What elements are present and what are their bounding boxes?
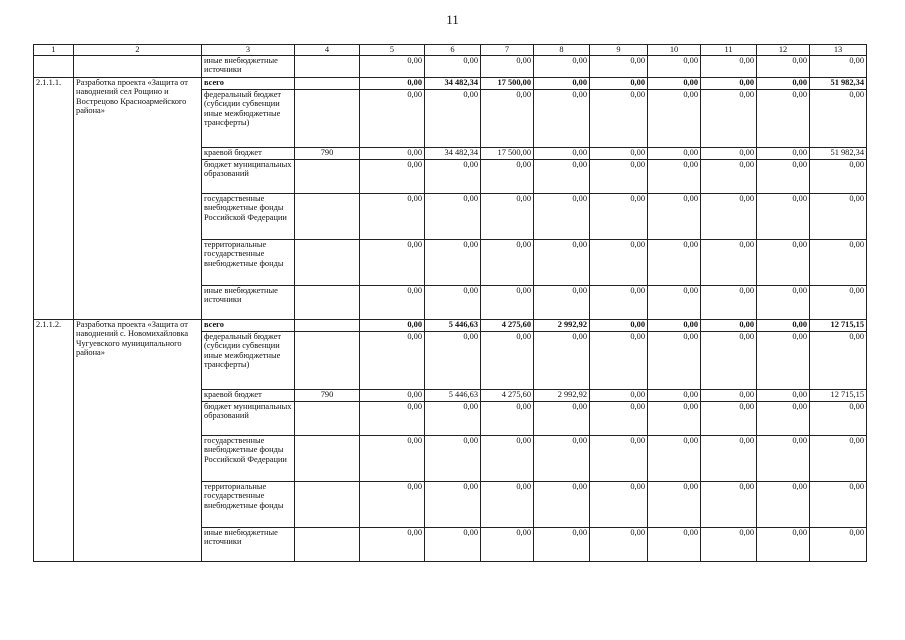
amount-cell: 0,00 (648, 55, 701, 77)
table-body (34, 45, 867, 562)
funding-source: государственные внебюджетные фонды Российской Федерации (202, 193, 295, 239)
amount-cell: 0,00 (648, 527, 701, 561)
kbk-code (295, 55, 360, 77)
column-number: 11 (701, 45, 757, 56)
amount-cell: 0,00 (648, 319, 701, 331)
amount-cell: 12 715,15 (810, 319, 867, 331)
amount-cell: 0,00 (425, 55, 481, 77)
amount-cell: 0,00 (648, 77, 701, 89)
amount-cell: 0,00 (757, 239, 810, 285)
kbk-code (295, 239, 360, 285)
amount-cell: 0,00 (701, 89, 757, 147)
amount-cell: 0,00 (648, 435, 701, 481)
column-number: 4 (295, 45, 360, 56)
amount-cell: 0,00 (534, 401, 590, 435)
empty-cell (34, 55, 74, 77)
column-number-row (34, 45, 867, 56)
amount-cell: 0,00 (810, 401, 867, 435)
kbk-code (295, 159, 360, 193)
funding-source: иные внебюджетные источники (202, 55, 295, 77)
project-code: 2.1.1.1. (34, 77, 74, 319)
amount-cell: 0,00 (425, 435, 481, 481)
kbk-code (295, 527, 360, 561)
kbk-code (295, 401, 360, 435)
amount-cell: 2 992,92 (534, 389, 590, 401)
amount-cell: 0,00 (757, 331, 810, 389)
kbk-code (295, 77, 360, 89)
page-number: 11 (446, 12, 459, 27)
amount-cell: 0,00 (701, 193, 757, 239)
amount-cell: 12 715,15 (810, 389, 867, 401)
amount-cell: 0,00 (648, 389, 701, 401)
funding-source: территориальные государственные внебюджетные фонды (202, 239, 295, 285)
amount-cell: 0,00 (590, 331, 648, 389)
column-number: 5 (360, 45, 425, 56)
amount-cell: 0,00 (360, 193, 425, 239)
amount-cell: 4 275,60 (481, 389, 534, 401)
amount-cell: 0,00 (425, 239, 481, 285)
amount-cell: 0,00 (481, 527, 534, 561)
column-number: 1 (34, 45, 74, 56)
amount-cell: 0,00 (360, 331, 425, 389)
kbk-code (295, 435, 360, 481)
amount-cell: 0,00 (757, 435, 810, 481)
amount-cell: 0,00 (590, 435, 648, 481)
funding-source: краевой бюджет (202, 389, 295, 401)
project-name: Разработка проекта «Защита от наводнений сел Рощино и Вострецово Красноармейского района» (74, 77, 202, 319)
amount-cell: 0,00 (757, 89, 810, 147)
project-total-row (34, 319, 867, 331)
amount-cell: 0,00 (757, 401, 810, 435)
funding-source: территориальные государственные внебюджетные фонды (202, 481, 295, 527)
amount-cell: 0,00 (648, 193, 701, 239)
amount-cell: 0,00 (590, 55, 648, 77)
amount-cell: 0,00 (701, 331, 757, 389)
amount-cell: 0,00 (810, 285, 867, 319)
amount-cell: 0,00 (757, 389, 810, 401)
project-code: 2.1.1.2. (34, 319, 74, 561)
amount-cell: 0,00 (757, 77, 810, 89)
amount-cell: 0,00 (534, 331, 590, 389)
amount-cell: 0,00 (481, 285, 534, 319)
amount-cell: 0,00 (648, 239, 701, 285)
amount-cell: 0,00 (590, 389, 648, 401)
amount-cell: 0,00 (360, 401, 425, 435)
project-name: Разработка проекта «Защита от наводнений с. Новомихайловка Чугуевского муниципального района» (74, 319, 202, 561)
amount-cell: 0,00 (481, 481, 534, 527)
amount-cell: 0,00 (425, 527, 481, 561)
amount-cell: 0,00 (481, 435, 534, 481)
kbk-code (295, 319, 360, 331)
kbk-code (295, 89, 360, 147)
amount-cell: 0,00 (701, 389, 757, 401)
funding-source: иные внебюджетные источники (202, 527, 295, 561)
amount-cell: 0,00 (590, 285, 648, 319)
funding-source: бюджет муниципальных образований (202, 401, 295, 435)
carry-over-row (34, 55, 867, 77)
column-number: 9 (590, 45, 648, 56)
column-number: 12 (757, 45, 810, 56)
amount-cell: 0,00 (360, 435, 425, 481)
amount-cell: 0,00 (534, 435, 590, 481)
column-number: 6 (425, 45, 481, 56)
amount-cell: 0,00 (810, 55, 867, 77)
kbk-code (295, 331, 360, 389)
project-total-row (34, 77, 867, 89)
amount-cell: 0,00 (757, 319, 810, 331)
amount-cell: 0,00 (481, 193, 534, 239)
column-number: 8 (534, 45, 590, 56)
amount-cell: 0,00 (481, 159, 534, 193)
amount-cell: 0,00 (648, 285, 701, 319)
budget-table (33, 44, 867, 562)
amount-cell: 0,00 (534, 55, 590, 77)
amount-cell: 0,00 (648, 401, 701, 435)
amount-cell: 0,00 (360, 89, 425, 147)
amount-cell: 0,00 (701, 435, 757, 481)
amount-cell: 0,00 (425, 401, 481, 435)
amount-cell: 0,00 (701, 239, 757, 285)
funding-source: иные внебюджетные источники (202, 285, 295, 319)
amount-cell: 0,00 (701, 527, 757, 561)
amount-cell: 0,00 (534, 481, 590, 527)
column-number: 13 (810, 45, 867, 56)
funding-source: федеральный бюджет (субсидии субвенции иные межбюджетные трансферты) (202, 331, 295, 389)
amount-cell: 0,00 (360, 159, 425, 193)
amount-cell: 2 992,92 (534, 319, 590, 331)
amount-cell: 4 275,60 (481, 319, 534, 331)
amount-cell: 0,00 (360, 319, 425, 331)
funding-source: федеральный бюджет (субсидии субвенции иные межбюджетные трансферты) (202, 89, 295, 147)
amount-cell: 0,00 (590, 319, 648, 331)
amount-cell: 0,00 (757, 285, 810, 319)
amount-cell: 0,00 (481, 89, 534, 147)
amount-cell: 0,00 (757, 159, 810, 193)
amount-cell: 0,00 (648, 147, 701, 159)
amount-cell: 0,00 (757, 527, 810, 561)
amount-cell: 0,00 (590, 481, 648, 527)
column-number: 7 (481, 45, 534, 56)
amount-cell: 0,00 (360, 389, 425, 401)
amount-cell: 0,00 (701, 55, 757, 77)
funding-source: краевой бюджет (202, 147, 295, 159)
amount-cell: 0,00 (425, 159, 481, 193)
kbk-code (295, 285, 360, 319)
amount-cell: 0,00 (810, 159, 867, 193)
amount-cell: 0,00 (534, 193, 590, 239)
amount-cell: 0,00 (534, 285, 590, 319)
amount-cell: 0,00 (701, 159, 757, 193)
amount-cell: 0,00 (810, 239, 867, 285)
amount-cell: 0,00 (590, 89, 648, 147)
kbk-code (295, 481, 360, 527)
amount-cell: 0,00 (590, 77, 648, 89)
amount-cell: 0,00 (590, 527, 648, 561)
amount-cell: 17 500,00 (481, 77, 534, 89)
amount-cell: 0,00 (360, 55, 425, 77)
amount-cell: 0,00 (425, 193, 481, 239)
amount-cell: 0,00 (810, 481, 867, 527)
amount-cell: 0,00 (360, 147, 425, 159)
amount-cell: 0,00 (481, 401, 534, 435)
amount-cell: 0,00 (425, 285, 481, 319)
amount-cell: 0,00 (590, 239, 648, 285)
amount-cell: 5 446,63 (425, 319, 481, 331)
amount-cell: 0,00 (590, 401, 648, 435)
amount-cell: 0,00 (701, 481, 757, 527)
amount-cell: 51 982,34 (810, 77, 867, 89)
funding-source: всего (202, 319, 295, 331)
amount-cell: 0,00 (481, 55, 534, 77)
amount-cell: 0,00 (757, 55, 810, 77)
funding-source: бюджет муниципальных образований (202, 159, 295, 193)
amount-cell: 0,00 (360, 77, 425, 89)
amount-cell: 0,00 (360, 285, 425, 319)
amount-cell: 0,00 (534, 89, 590, 147)
amount-cell: 0,00 (425, 89, 481, 147)
amount-cell: 5 446,63 (425, 389, 481, 401)
amount-cell: 0,00 (534, 77, 590, 89)
amount-cell: 34 482,34 (425, 147, 481, 159)
amount-cell: 0,00 (701, 147, 757, 159)
amount-cell: 0,00 (481, 239, 534, 285)
amount-cell: 0,00 (360, 481, 425, 527)
amount-cell: 0,00 (810, 193, 867, 239)
amount-cell: 0,00 (810, 435, 867, 481)
amount-cell: 0,00 (757, 147, 810, 159)
amount-cell: 0,00 (534, 527, 590, 561)
amount-cell: 0,00 (360, 239, 425, 285)
amount-cell: 0,00 (481, 331, 534, 389)
amount-cell: 0,00 (425, 481, 481, 527)
amount-cell: 0,00 (360, 527, 425, 561)
amount-cell: 0,00 (590, 147, 648, 159)
empty-cell (74, 55, 202, 77)
amount-cell: 34 482,34 (425, 77, 481, 89)
amount-cell: 0,00 (425, 331, 481, 389)
amount-cell: 0,00 (757, 193, 810, 239)
kbk-code (295, 193, 360, 239)
amount-cell: 0,00 (648, 159, 701, 193)
column-number: 2 (74, 45, 202, 56)
amount-cell: 0,00 (534, 147, 590, 159)
funding-source: государственные внебюджетные фонды Российской Федерации (202, 435, 295, 481)
amount-cell: 0,00 (810, 331, 867, 389)
amount-cell: 0,00 (648, 331, 701, 389)
amount-cell: 0,00 (701, 401, 757, 435)
amount-cell: 0,00 (590, 159, 648, 193)
amount-cell: 0,00 (810, 89, 867, 147)
amount-cell: 0,00 (590, 193, 648, 239)
amount-cell: 0,00 (534, 239, 590, 285)
amount-cell: 0,00 (648, 89, 701, 147)
amount-cell: 0,00 (534, 159, 590, 193)
amount-cell: 0,00 (701, 319, 757, 331)
kbk-code: 790 (295, 147, 360, 159)
amount-cell: 0,00 (810, 527, 867, 561)
amount-cell: 17 500,00 (481, 147, 534, 159)
funding-source: всего (202, 77, 295, 89)
kbk-code: 790 (295, 389, 360, 401)
amount-cell: 0,00 (701, 77, 757, 89)
amount-cell: 0,00 (757, 481, 810, 527)
amount-cell: 51 982,34 (810, 147, 867, 159)
amount-cell: 0,00 (701, 285, 757, 319)
amount-cell: 0,00 (648, 481, 701, 527)
column-number: 10 (648, 45, 701, 56)
column-number: 3 (202, 45, 295, 56)
